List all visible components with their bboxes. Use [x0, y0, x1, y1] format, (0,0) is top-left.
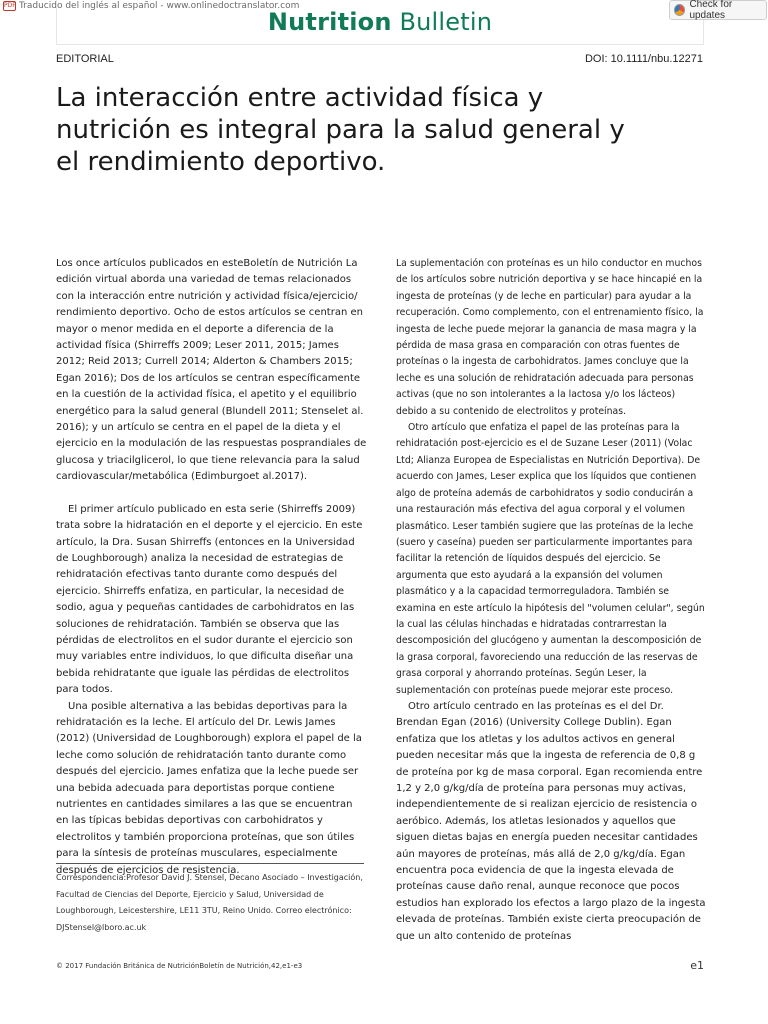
correspondence-note: Correspondencia:Profesor David J. Stensel, Decano Asociado – Investigación, Facultad de Ciencias del Deporte, Ejercicio y Salud, Universidad de Loughborough, Leicestershire, LE11 3TU, Reino Unido. Correo electrónico: DJStensel@lboro.ac.uk [56, 873, 363, 932]
paragraph: Otro artículo centrado en las proteínas es el del Dr. Brendan Egan (2016) (University College Dublin). Egan enfatiza que los atletas y los adultos activos en general pueden necesitar más que la ingesta de referencia de 0,8 g de proteína por kg de masa corporal. Egan recomienda entre 1,2 y 2,0 g/kg/día de proteína para personas muy activas, independientemente de si realizan ejercicio de resistencia o aeróbico. Además, los atletas lesionados y aquellos que siguen dietas bajas en energía pueden necesitar cantidades aún mayores de proteínas, más allá de 2,0 g/kg/día. Egan encuentra poca evidencia de que la ingesta elevada de proteínas cause daño renal, aunque reconoce que pocos estudios han explorado los efectos a largo plazo de la ingesta elevada de proteínas. También existe cierta preocupación de que un alto contenido de proteínas [396, 700, 706, 942]
paragraph: El primer artículo publicado en esta serie (Shirreffs 2009) trata sobre la hidratación en el deporte y el ejercicio. En este artículo, la Dra. Susan Shirreffs (entonces en la Universidad de Loughborough) analiza la necesidad de estrategias de rehidratación efectivas tanto durante como después del ejercicio. Shirreffs enfatiza, en particular, la necesidad de sodio, agua y pequeñas cantidades de carbohidratos en las soluciones de rehidratación. También se observa que las pérdidas de electrolitos en el sudor durante el ejercicio son muy variables entre individuos, lo que dificulta diseñar una bebida rehidratante que iguale las pérdidas de electrolitos para todos. [56, 503, 363, 696]
doi-link[interactable]: DOI: 10.1111/nbu.12271 [584, 53, 703, 65]
translator-icon: PDF [4, 2, 16, 9]
check-for-updates-label: Check for updates [689, 0, 733, 21]
left-column [56, 256, 368, 879]
article-title: La interacción entre actividad física y nutrición es integral para la salud general y el rendimiento deportivo. [56, 83, 625, 177]
journal-title-part1: Nutrition [267, 8, 392, 36]
journal-title-part2: Bulletin [391, 8, 493, 36]
translator-text[interactable]: Traducido del inglés al español - www.onlinedoctranslator.com [19, 1, 300, 11]
paragraph: Los once artículos publicados en esteBoletín de Nutrición La edición virtual aborda una variedad de temas relacionados con la interacción entre nutrición y actividad física/ejercicio/ rendimiento deportivo. Ocho de estos artículos se centran en mayor o menor medida en el deporte a diferencia de la actividad física (Shirreffs 2009; Leser 2011, 2015; James 2012; Reid 2013; Currell 2014; Alderton & Chambers 2015; Egan 2016); Dos de los artículos se centran específicamente en la cuestión de la actividad física, el apetito y el equilibrio energético para la salud general (Blundell 2011; Stenselet al. 2016); y un artículo se centra en el papel de la dieta y el ejercicio en la modulación de las respuestas posprandiales de glucosa y triacilglicerol, lo que tiene relevancia para la salud cardiovascular/metabólica (Edimburgoet al.2017). [56, 258, 367, 483]
paragraph: Otro artículo que enfatiza el papel de las proteínas para la rehidratación post-ejercicio es el de Suzane Leser (2011) (Volac Ltd; Alianza Europea de Especialistas en Nutrición Deportiva). De acuerdo con James, Leser explica que los líquidos que contienen algo de proteína además de carbohidratos y sodio conducirán a una restauración más efectiva del agua corporal y el volumen plasmático. Leser también sugiere que las proteínas de la leche (suero y caseína) pueden ser particularmente importantes para facilitar la retención de líquidos después del ejercicio. Se argumenta que esto ayudará a la expansión del volumen plasmático y a la capacidad termorreguladora. También se examina en este artículo la hipótesis del "volumen celular", según la cual las células hinchadas e hidratadas contrarrestan la descomposición del glucógeno y aumentan la descomposición de la grasa corporal, favoreciendo una reducción de las reservas de grasa corporal y ahorrando proteínas. Según Leser, la suplementación con proteínas puede mejorar este proceso. [396, 422, 705, 696]
divider [56, 863, 364, 864]
paragraph: Una posible alternativa a las bebidas deportivas para la rehidratación es la leche. El artículo del Dr. Lewis James (2012) (Universidad de Loughborough) explora el papel de la leche como solución de rehidratación tanto durante como después del ejercicio. James enfatiza que la leche puede ser una bebida adecuada para deportistas porque contiene nutrientes en cantidades similares a las que se encuentran en las típicas bebidas deportivas con carbohidratos y electrolitos y también proporciona proteínas, que son útiles para la síntesis de proteínas musculares, especialmente después de ejercicios de resistencia. [56, 700, 362, 876]
page-number: e1 [690, 959, 704, 972]
copyright-footer: © 2017 Fundación Británica de NutriciónBoletín de Nutrición,42,e1-e3 [56, 962, 303, 970]
section-label: EDITORIAL [56, 53, 114, 65]
journal-title [57, 8, 703, 36]
check-for-updates-button[interactable] [669, 0, 767, 20]
right-column [396, 256, 706, 945]
crossmark-icon [674, 4, 685, 16]
journal-header [56, 0, 704, 45]
paragraph: La suplementación con proteínas es un hilo conductor en muchos de los artículos sobre nutrición deportiva y se hace hincapié en la ingesta de proteínas (y de leche en particular) para ayudar a la recuperación. Como complemento, con el entrenamiento físico, la ingesta de leche puede mejorar la ganancia de masa magra y la pérdida de masa grasa en comparación con otras fuentes de proteínas o la ingesta de carbohidratos. James concluye que la leche es una solución de rehidratación adecuada para personas activas (que no son intolerantes a la lactosa y/o los lácteos) debido a su contenido de electrolitos y proteínas. [396, 258, 704, 417]
